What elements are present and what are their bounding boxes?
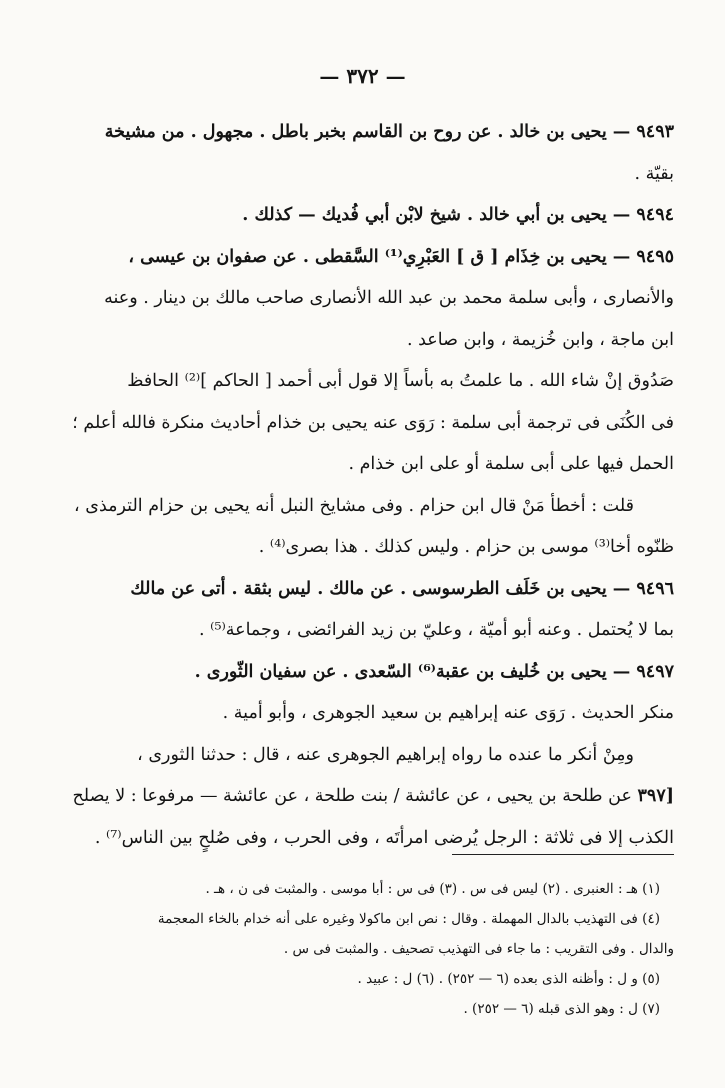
footnote-line: (٥) و ل : وأظنه الذى بعده (٦ — ٢٥٢) . (٦) ل : عبيد .: [357, 971, 660, 987]
entry-9496-line-1: ٩٤٩٦ — يحيى بن خَلَف الطرسوسى . عن مالك . ليس بثقة . أتى عن مالك: [130, 578, 674, 599]
footnote-line: (١) هـ : العنبرى . (٢) ليس فى س . (٣) فى س : أبا موسى . والمثبت فى ن ، هـ .: [205, 881, 660, 897]
entry-9495-line-5: فى الكُنَى فى ترجمة أبى سلمة : رَوَى عنه يحيى بن خذام أحاديث منكرة فالله أعلم ؛: [72, 412, 674, 433]
main-text: [52, 112, 674, 859]
entry-9497-line-4: [52, 776, 674, 818]
footnotes: [52, 874, 674, 1024]
entry-9497-line-1: ٩٤٩٧ — يحيى بن خُليف بن عقبة⁽⁶⁾ السّعدى . عن سفيان الثّورى .: [194, 661, 674, 682]
entry-9497-line-3: ومِنْ أنكر ما عنده ما رواه إبراهيم الجوهرى عنه ، قال : حدثنا الثورى ،: [137, 744, 634, 765]
entry-9495-line-3: ابن ماجة ، وابن خُزيمة ، وابن صاعد .: [407, 329, 674, 350]
entry-9495-note-line-2: ظنّوه أخا⁽³⁾ موسى بن حزام . وليس كذلك . هذا بصرى⁽⁴⁾ .: [258, 537, 674, 557]
entry-9493-line-2: بقيّة .: [634, 163, 674, 184]
footnote-line: (٤) فى التهذيب بالدال المهملة . وقال : نص ابن ماكولا وغيره على أنه خدام بالخاء المعجمة: [157, 911, 660, 927]
entry-9495-line-1: ٩٤٩٥ — يحيى بن خِذَام [ ق ] العَبْرِي⁽¹⁾ السَّقطى . عن صفوان بن عيسى ،: [128, 246, 674, 267]
entry-9494: ٩٤٩٤ — يحيى بن أبي خالد . شيخ لابْن أبي فُديك — كذلك .: [242, 205, 674, 225]
footnote-line: (٧) ل : وهو الذى قبله (٦ — ٢٥٢) .: [463, 1001, 660, 1017]
entry-9495-line-2: والأنصارى ، وأبى سلمة محمد بن عبد الله الأنصارى صاحب مالك بن دينار . وعنه: [104, 288, 674, 308]
entry-9497-line-5: الكذب إلا فى ثلاثة : الرجل يُرضى امرأتَه ، وفى الحرب ، وفى صُلحٍ بين الناس⁽⁷⁾ .: [94, 827, 674, 848]
entry-9497-line-4-text: عن طلحة بن يحيى ، عن عائشة / بنت طلحة ، عن عائشة — مرفوعا : لا يصلح: [72, 786, 632, 806]
entry-9497-line-2: منكر الحديث . رَوَى عنه إبراهيم بن سعيد الجوهرى ، وأبو أمية .: [222, 703, 674, 723]
footnote-separator: [452, 854, 674, 855]
entry-9496-line-2: بما لا يُحتمل . وعنه أبو أميّة ، وعليّ بن زيد الفرائضى ، وجماعة⁽⁵⁾ .: [199, 620, 674, 640]
entry-9495-line-6: الحمل فيها على أبى سلمة أو على ابن خذام .: [348, 454, 674, 474]
page-number: — ٣٧٢ —: [319, 64, 406, 88]
entry-9495-note-line-1: قلت : أخطأ مَنْ قال ابن حزام . وفى مشايخ النبل أنه يحيى بن حزام الترمذى ،: [74, 495, 634, 516]
entry-9495-line-4: صَدُوق إنْ شاء الله . ما علمتُ به بأساً إلا قول أبى أحمد [ الحاكم ]⁽²⁾ الحافظ: [127, 371, 674, 391]
entry-9493-line-1: ٩٤٩٣ — يحيى بن خالد . عن روح بن القاسم بخبر باطل . مجهول . من مشيخة: [104, 122, 674, 142]
margin-page-marker: [٣٩٧: [637, 786, 674, 806]
footnote-line: والدال . وفى التقريب : ما جاء فى التهذيب تصحيف . والمثبت فى س .: [283, 941, 674, 957]
